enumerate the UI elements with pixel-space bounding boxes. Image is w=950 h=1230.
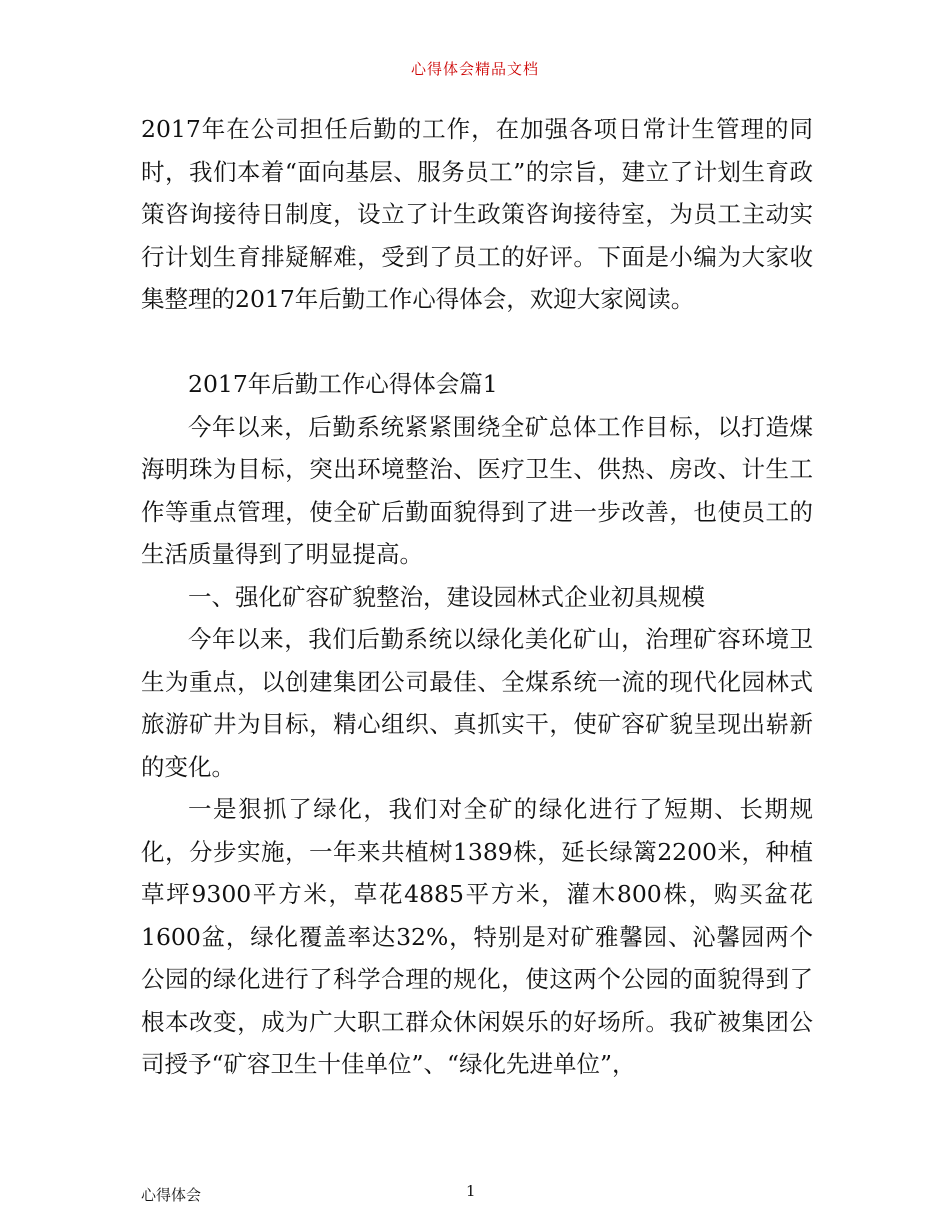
body-paragraph: 今年以来，后勤系统紧紧围绕全矿总体工作目标，以打造煤海明珠为目标，突出环境整治、医疗卫生、供热、房改、计生工作等重点管理，使全矿后勤面貌得到了进一步改善，也使员工的生活质量得到了明显提高。	[141, 412, 813, 568]
paragraph-gap	[141, 321, 813, 364]
section-heading: 一、强化矿容矿貌整治，建设园林式企业初具规模	[188, 582, 705, 611]
footer-label: 心得体会	[141, 1186, 202, 1204]
document-body	[141, 108, 813, 1086]
body-paragraph: 今年以来，我们后勤系统以绿化美化矿山，治理矿容环境卫生为重点，以创建集团公司最佳、全煤系统一流的现代化园林式旅游矿井为目标，精心组织、真抓实干，使矿容矿貌呈现出崭新的变化。	[141, 625, 813, 781]
body-paragraph: 一是狠抓了绿化，我们对全矿的绿化进行了短期、长期规化，分步实施，一年来共植树1389株，延长绿篱2200米，种植草坪9300平方米，草花4885平方米，灌木800株，购买盆花1600盆，绿化覆盖率达32%，特别是对矿雅馨园、沁馨园两个公园的绿化进行了科学合理的规化，使这两个公园的面貌得到了根本改变，成为广大职工群众休闲娱乐的好场所。我矿被集团公司授予“矿容卫生十佳单位”、“绿化先进单位”，	[141, 795, 813, 1078]
intro-paragraph: 2017年在公司担任后勤的工作，在加强各项日常计生管理的同时，我们本着“面向基层、服务员工”的宗旨，建立了计划生育政策咨询接待日制度，设立了计生政策咨询接待室，为员工主动实行计划生育排疑解难，受到了员工的好评。下面是小编为大家收集整理的2017年后勤工作心得体会，欢迎大家阅读。	[141, 115, 813, 313]
section-title: 2017年后勤工作心得体会篇1	[188, 370, 498, 398]
page-header-title: 心得体会精品文档	[410, 60, 539, 78]
page-number: 1	[466, 1182, 476, 1200]
